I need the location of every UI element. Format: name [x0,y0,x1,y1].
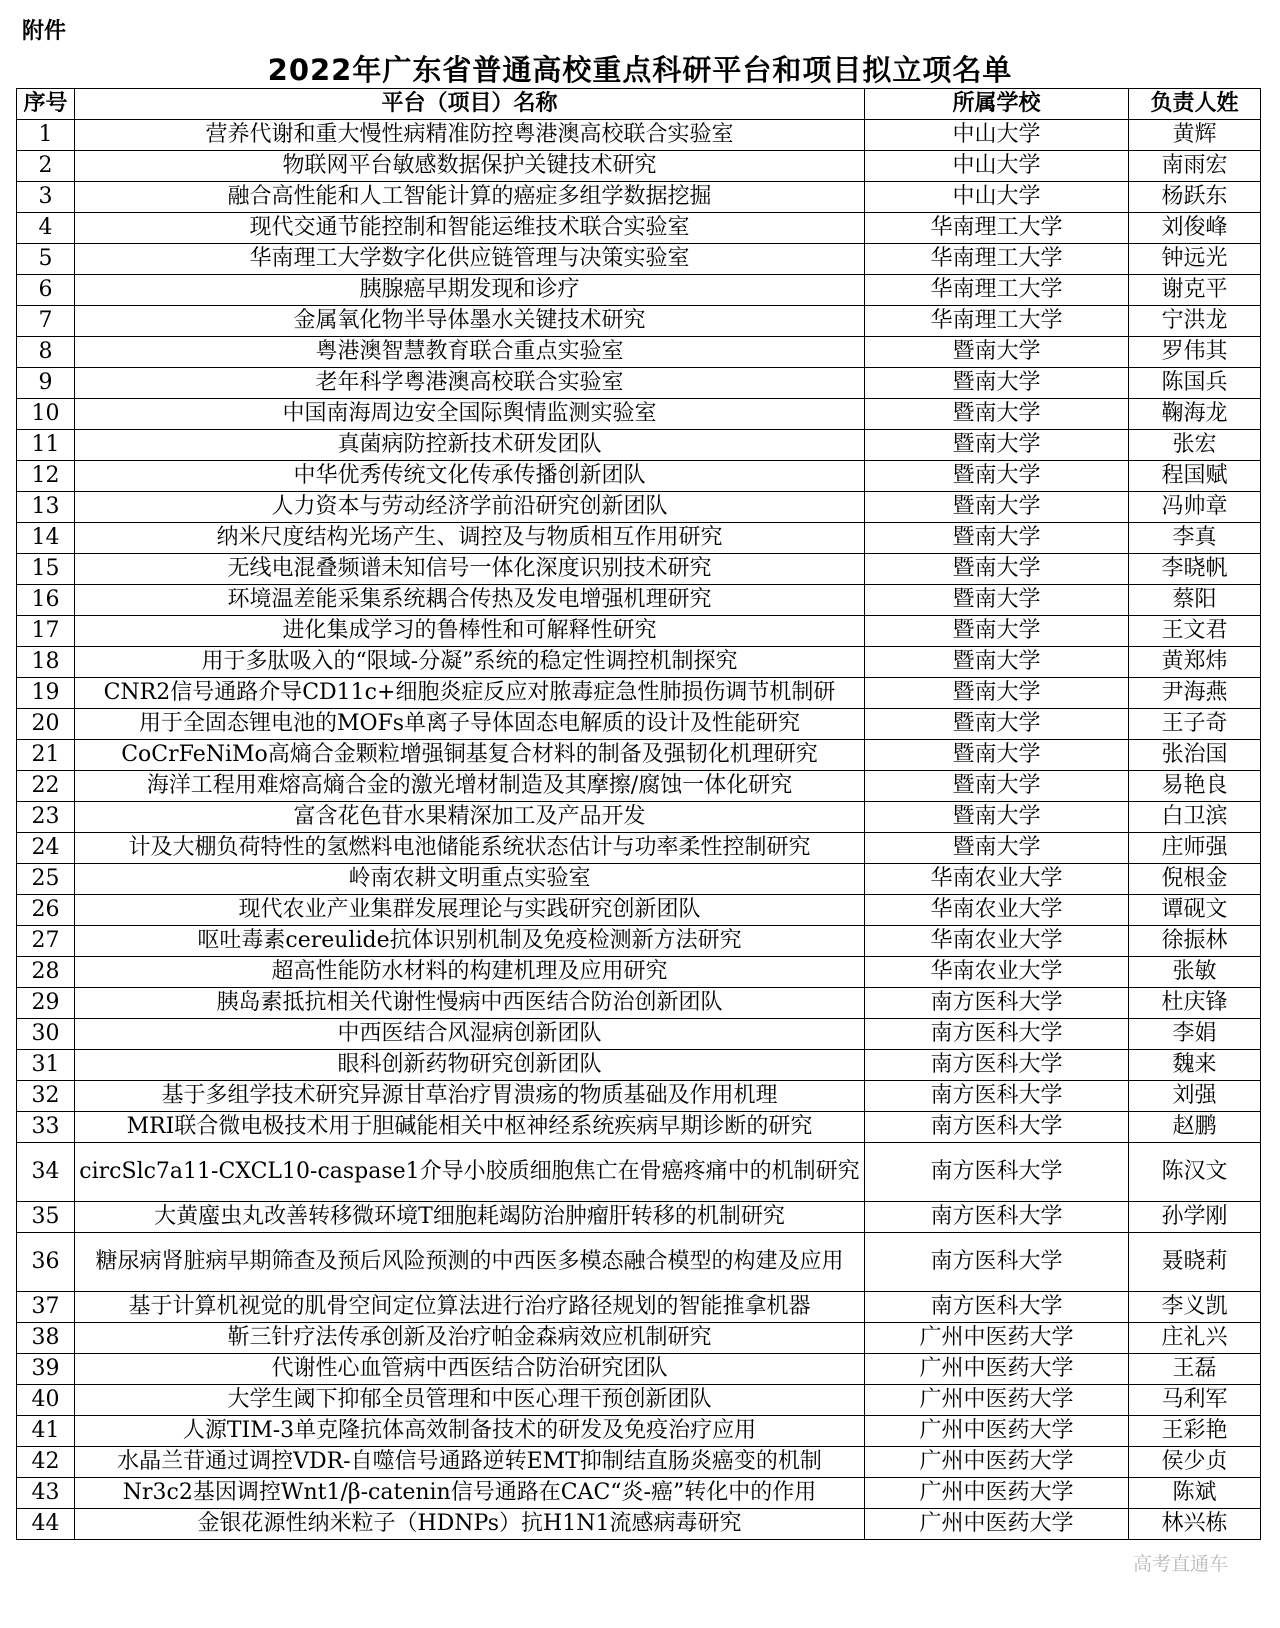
table-row [17,1292,1261,1323]
cell-project-name: 眼科创新药物研究创新团队 [75,1050,865,1081]
cell-leader: 黄郑炜 [1129,647,1261,678]
cell-school: 华南农业大学 [865,926,1129,957]
cell-project-name: 金属氧化物半导体墨水关键技术研究 [75,306,865,337]
cell-school: 华南理工大学 [865,244,1129,275]
table-row [17,802,1261,833]
table-row [17,709,1261,740]
cell-project-name: 用于多肽吸入的“限域-分凝”系统的稳定性调控机制探究 [75,647,865,678]
cell-serial-number: 42 [17,1447,75,1478]
table-row [17,926,1261,957]
table-row [17,585,1261,616]
cell-school: 广州中医药大学 [865,1385,1129,1416]
table-row [17,461,1261,492]
cell-serial-number: 35 [17,1202,75,1233]
cell-serial-number: 41 [17,1416,75,1447]
cell-leader: 鞠海龙 [1129,399,1261,430]
cell-project-name: 中华优秀传统文化传承传播创新团队 [75,461,865,492]
cell-leader: 王文君 [1129,616,1261,647]
cell-serial-number: 22 [17,771,75,802]
cell-serial-number: 13 [17,492,75,523]
cell-leader: 南雨宏 [1129,151,1261,182]
cell-serial-number: 5 [17,244,75,275]
table-header-row [17,89,1261,120]
cell-project-name: 胰腺癌早期发现和诊疗 [75,275,865,306]
table-row [17,120,1261,151]
cell-leader: 谭砚文 [1129,895,1261,926]
cell-project-name: 超高性能防水材料的构建机理及应用研究 [75,957,865,988]
cell-leader: 孙学刚 [1129,1202,1261,1233]
cell-leader: 李晓帆 [1129,554,1261,585]
cell-serial-number: 8 [17,337,75,368]
cell-serial-number: 30 [17,1019,75,1050]
cell-serial-number: 20 [17,709,75,740]
cell-project-name: 中西医结合风湿病创新团队 [75,1019,865,1050]
cell-leader: 陈斌 [1129,1478,1261,1509]
table-row [17,244,1261,275]
cell-project-name: CoCrFeNiMo高熵合金颗粒增强铜基复合材料的制备及强韧化机理研究 [75,740,865,771]
cell-project-name: 华南理工大学数字化供应链管理与决策实验室 [75,244,865,275]
cell-school: 广州中医药大学 [865,1354,1129,1385]
table-row [17,988,1261,1019]
cell-school: 华南农业大学 [865,957,1129,988]
cell-school: 华南理工大学 [865,275,1129,306]
table-row [17,1478,1261,1509]
cell-school: 南方医科大学 [865,1019,1129,1050]
table-row [17,151,1261,182]
cell-school: 南方医科大学 [865,1202,1129,1233]
cell-leader: 杨跃东 [1129,182,1261,213]
table-row [17,1081,1261,1112]
cell-school: 暨南大学 [865,833,1129,864]
cell-project-name: 进化集成学习的鲁棒性和可解释性研究 [75,616,865,647]
cell-school: 暨南大学 [865,585,1129,616]
cell-leader: 杜庆锋 [1129,988,1261,1019]
cell-school: 中山大学 [865,151,1129,182]
cell-project-name: 基于计算机视觉的肌骨空间定位算法进行治疗路径规划的智能推拿机器 [75,1292,865,1323]
cell-project-name: 现代农业产业集群发展理论与实践研究创新团队 [75,895,865,926]
cell-leader: 张治国 [1129,740,1261,771]
cell-serial-number: 36 [17,1233,75,1292]
table-row [17,864,1261,895]
table-row [17,368,1261,399]
cell-school: 暨南大学 [865,678,1129,709]
cell-leader: 冯帅章 [1129,492,1261,523]
cell-school: 华南理工大学 [865,213,1129,244]
cell-school: 暨南大学 [865,523,1129,554]
cell-project-name: 用于全固态锂电池的MOFs单离子导体固态电解质的设计及性能研究 [75,709,865,740]
header-project-name: 平台（项目）名称 [75,89,865,120]
cell-project-name: 环境温差能采集系统耦合传热及发电增强机理研究 [75,585,865,616]
cell-leader: 宁洪龙 [1129,306,1261,337]
cell-serial-number: 6 [17,275,75,306]
cell-serial-number: 23 [17,802,75,833]
cell-project-name: 无线电混叠频谱未知信号一体化深度识别技术研究 [75,554,865,585]
cell-school: 广州中医药大学 [865,1509,1129,1540]
table-row [17,430,1261,461]
cell-school: 华南农业大学 [865,895,1129,926]
table-row [17,1354,1261,1385]
cell-school: 暨南大学 [865,740,1129,771]
cell-school: 广州中医药大学 [865,1447,1129,1478]
cell-project-name: 纳米尺度结构光场产生、调控及与物质相互作用研究 [75,523,865,554]
cell-project-name: 人源TIM-3单克隆抗体高效制备技术的研发及免疫治疗应用 [75,1416,865,1447]
cell-school: 暨南大学 [865,492,1129,523]
cell-project-name: 现代交通节能控制和智能运维技术联合实验室 [75,213,865,244]
cell-serial-number: 37 [17,1292,75,1323]
cell-serial-number: 38 [17,1323,75,1354]
table-row [17,1323,1261,1354]
table-row [17,1385,1261,1416]
cell-serial-number: 14 [17,523,75,554]
cell-serial-number: 34 [17,1143,75,1202]
cell-school: 暨南大学 [865,802,1129,833]
cell-leader: 李娟 [1129,1019,1261,1050]
cell-serial-number: 9 [17,368,75,399]
table-row [17,647,1261,678]
cell-school: 华南农业大学 [865,864,1129,895]
table-row [17,1202,1261,1233]
cell-project-name: 富含花色苷水果精深加工及产品开发 [75,802,865,833]
cell-project-name: 代谢性心血管病中西医结合防治研究团队 [75,1354,865,1385]
cell-project-name: circSlc7a11-CXCL10-caspase1介导小胶质细胞焦亡在骨癌疼痛中的机制研究 [75,1143,865,1202]
table-row [17,1233,1261,1292]
cell-leader: 倪根金 [1129,864,1261,895]
cell-serial-number: 18 [17,647,75,678]
cell-school: 暨南大学 [865,616,1129,647]
table-row [17,337,1261,368]
attachment-label: 附件 [22,19,67,44]
table-row [17,833,1261,864]
cell-serial-number: 19 [17,678,75,709]
cell-project-name: 基于多组学技术研究异源甘草治疗胃溃疡的物质基础及作用机理 [75,1081,865,1112]
cell-serial-number: 39 [17,1354,75,1385]
cell-leader: 徐振林 [1129,926,1261,957]
cell-serial-number: 16 [17,585,75,616]
cell-serial-number: 12 [17,461,75,492]
cell-leader: 林兴栋 [1129,1509,1261,1540]
table-row [17,895,1261,926]
cell-leader: 张敏 [1129,957,1261,988]
cell-serial-number: 43 [17,1478,75,1509]
cell-serial-number: 31 [17,1050,75,1081]
cell-leader: 王磊 [1129,1354,1261,1385]
cell-leader: 张宏 [1129,430,1261,461]
cell-school: 暨南大学 [865,709,1129,740]
cell-serial-number: 1 [17,120,75,151]
page-title: 2022年广东省普通高校重点科研平台和项目拟立项名单 [267,53,1013,87]
cell-school: 南方医科大学 [865,1233,1129,1292]
project-list-table [16,88,1261,1540]
table-row [17,399,1261,430]
cell-leader: 王彩艳 [1129,1416,1261,1447]
cell-serial-number: 2 [17,151,75,182]
cell-leader: 王子奇 [1129,709,1261,740]
cell-project-name: 营养代谢和重大慢性病精准防控粤港澳高校联合实验室 [75,120,865,151]
table-row [17,1509,1261,1540]
cell-school: 暨南大学 [865,368,1129,399]
cell-school: 广州中医药大学 [865,1323,1129,1354]
cell-project-name: 呕吐毒素cereulide抗体识别机制及免疫检测新方法研究 [75,926,865,957]
cell-leader: 刘俊峰 [1129,213,1261,244]
cell-serial-number: 27 [17,926,75,957]
cell-school: 暨南大学 [865,430,1129,461]
cell-leader: 程国赋 [1129,461,1261,492]
table-row [17,678,1261,709]
cell-serial-number: 32 [17,1081,75,1112]
cell-leader: 黄辉 [1129,120,1261,151]
table-row [17,182,1261,213]
cell-project-name: 金银花源性纳米粒子（HDNPs）抗H1N1流感病毒研究 [75,1509,865,1540]
cell-leader: 庄师强 [1129,833,1261,864]
table-row [17,1447,1261,1478]
watermark: 高考直通车 [1132,1553,1228,1575]
table-row [17,1416,1261,1447]
cell-school: 广州中医药大学 [865,1478,1129,1509]
cell-project-name: Nr3c2基因调控Wnt1/β-catenin信号通路在CAC“炎-癌”转化中的作用 [75,1478,865,1509]
table-row [17,771,1261,802]
cell-project-name: 物联网平台敏感数据保护关键技术研究 [75,151,865,182]
cell-leader: 赵鹏 [1129,1112,1261,1143]
cell-school: 暨南大学 [865,337,1129,368]
cell-project-name: 水晶兰苷通过调控VDR-自噬信号通路逆转EMT抑制结直肠炎癌变的机制 [75,1447,865,1478]
cell-project-name: 真菌病防控新技术研发团队 [75,430,865,461]
cell-leader: 庄礼兴 [1129,1323,1261,1354]
cell-leader: 陈国兵 [1129,368,1261,399]
cell-serial-number: 15 [17,554,75,585]
cell-school: 南方医科大学 [865,1081,1129,1112]
cell-project-name: 糖尿病肾脏病早期筛查及预后风险预测的中西医多模态融合模型的构建及应用 [75,1233,865,1292]
cell-leader: 钟远光 [1129,244,1261,275]
cell-serial-number: 10 [17,399,75,430]
cell-serial-number: 17 [17,616,75,647]
table-row [17,1143,1261,1202]
cell-school: 南方医科大学 [865,1292,1129,1323]
cell-serial-number: 11 [17,430,75,461]
header-leader: 负责人姓 [1129,89,1261,120]
header-school: 所属学校 [865,89,1129,120]
cell-school: 南方医科大学 [865,1143,1129,1202]
cell-school: 暨南大学 [865,554,1129,585]
cell-school: 暨南大学 [865,399,1129,430]
cell-project-name: 老年科学粤港澳高校联合实验室 [75,368,865,399]
cell-school: 暨南大学 [865,771,1129,802]
cell-serial-number: 26 [17,895,75,926]
cell-project-name: 靳三针疗法传承创新及治疗帕金森病效应机制研究 [75,1323,865,1354]
cell-leader: 侯少贞 [1129,1447,1261,1478]
table-row [17,1112,1261,1143]
cell-serial-number: 40 [17,1385,75,1416]
table-row [17,1050,1261,1081]
cell-serial-number: 7 [17,306,75,337]
cell-leader: 罗伟其 [1129,337,1261,368]
cell-serial-number: 25 [17,864,75,895]
cell-leader: 魏来 [1129,1050,1261,1081]
cell-project-name: 大黄䗪虫丸改善转移微环境T细胞耗竭防治肿瘤肝转移的机制研究 [75,1202,865,1233]
cell-project-name: 粤港澳智慧教育联合重点实验室 [75,337,865,368]
cell-school: 南方医科大学 [865,1112,1129,1143]
cell-project-name: 融合高性能和人工智能计算的癌症多组学数据挖掘 [75,182,865,213]
cell-serial-number: 24 [17,833,75,864]
cell-leader: 谢克平 [1129,275,1261,306]
cell-serial-number: 21 [17,740,75,771]
table-row [17,616,1261,647]
cell-leader: 李真 [1129,523,1261,554]
cell-serial-number: 33 [17,1112,75,1143]
cell-project-name: 岭南农耕文明重点实验室 [75,864,865,895]
header-serial-number: 序号 [17,89,75,120]
cell-serial-number: 28 [17,957,75,988]
table-row [17,492,1261,523]
cell-school: 南方医科大学 [865,988,1129,1019]
cell-leader: 蔡阳 [1129,585,1261,616]
cell-project-name: CNR2信号通路介导CD11c+细胞炎症反应对脓毒症急性肺损伤调节机制研 [75,678,865,709]
cell-leader: 易艳良 [1129,771,1261,802]
cell-project-name: 海洋工程用难熔高熵合金的激光增材制造及其摩擦/腐蚀一体化研究 [75,771,865,802]
cell-leader: 李义凯 [1129,1292,1261,1323]
cell-school: 中山大学 [865,182,1129,213]
cell-serial-number: 44 [17,1509,75,1540]
table-row [17,740,1261,771]
cell-project-name: 胰岛素抵抗相关代谢性慢病中西医结合防治创新团队 [75,988,865,1019]
cell-school: 暨南大学 [865,461,1129,492]
cell-leader: 白卫滨 [1129,802,1261,833]
table-row [17,554,1261,585]
cell-school: 广州中医药大学 [865,1416,1129,1447]
cell-serial-number: 4 [17,213,75,244]
cell-project-name: 人力资本与劳动经济学前沿研究创新团队 [75,492,865,523]
table-row [17,957,1261,988]
cell-serial-number: 29 [17,988,75,1019]
cell-school: 暨南大学 [865,647,1129,678]
cell-project-name: MRI联合微电极技术用于胆碱能相关中枢神经系统疾病早期诊断的研究 [75,1112,865,1143]
cell-leader: 马利军 [1129,1385,1261,1416]
cell-leader: 陈汉文 [1129,1143,1261,1202]
cell-project-name: 计及大棚负荷特性的氢燃料电池储能系统状态估计与功率柔性控制研究 [75,833,865,864]
cell-school: 华南理工大学 [865,306,1129,337]
cell-project-name: 中国南海周边安全国际舆情监测实验室 [75,399,865,430]
cell-leader: 聂晓莉 [1129,1233,1261,1292]
cell-school: 南方医科大学 [865,1050,1129,1081]
cell-school: 中山大学 [865,120,1129,151]
table-row [17,523,1261,554]
table-row [17,275,1261,306]
table-row [17,213,1261,244]
table-row [17,1019,1261,1050]
cell-serial-number: 3 [17,182,75,213]
cell-leader: 尹海燕 [1129,678,1261,709]
table-row [17,306,1261,337]
cell-project-name: 大学生阈下抑郁全员管理和中医心理干预创新团队 [75,1385,865,1416]
cell-leader: 刘强 [1129,1081,1261,1112]
